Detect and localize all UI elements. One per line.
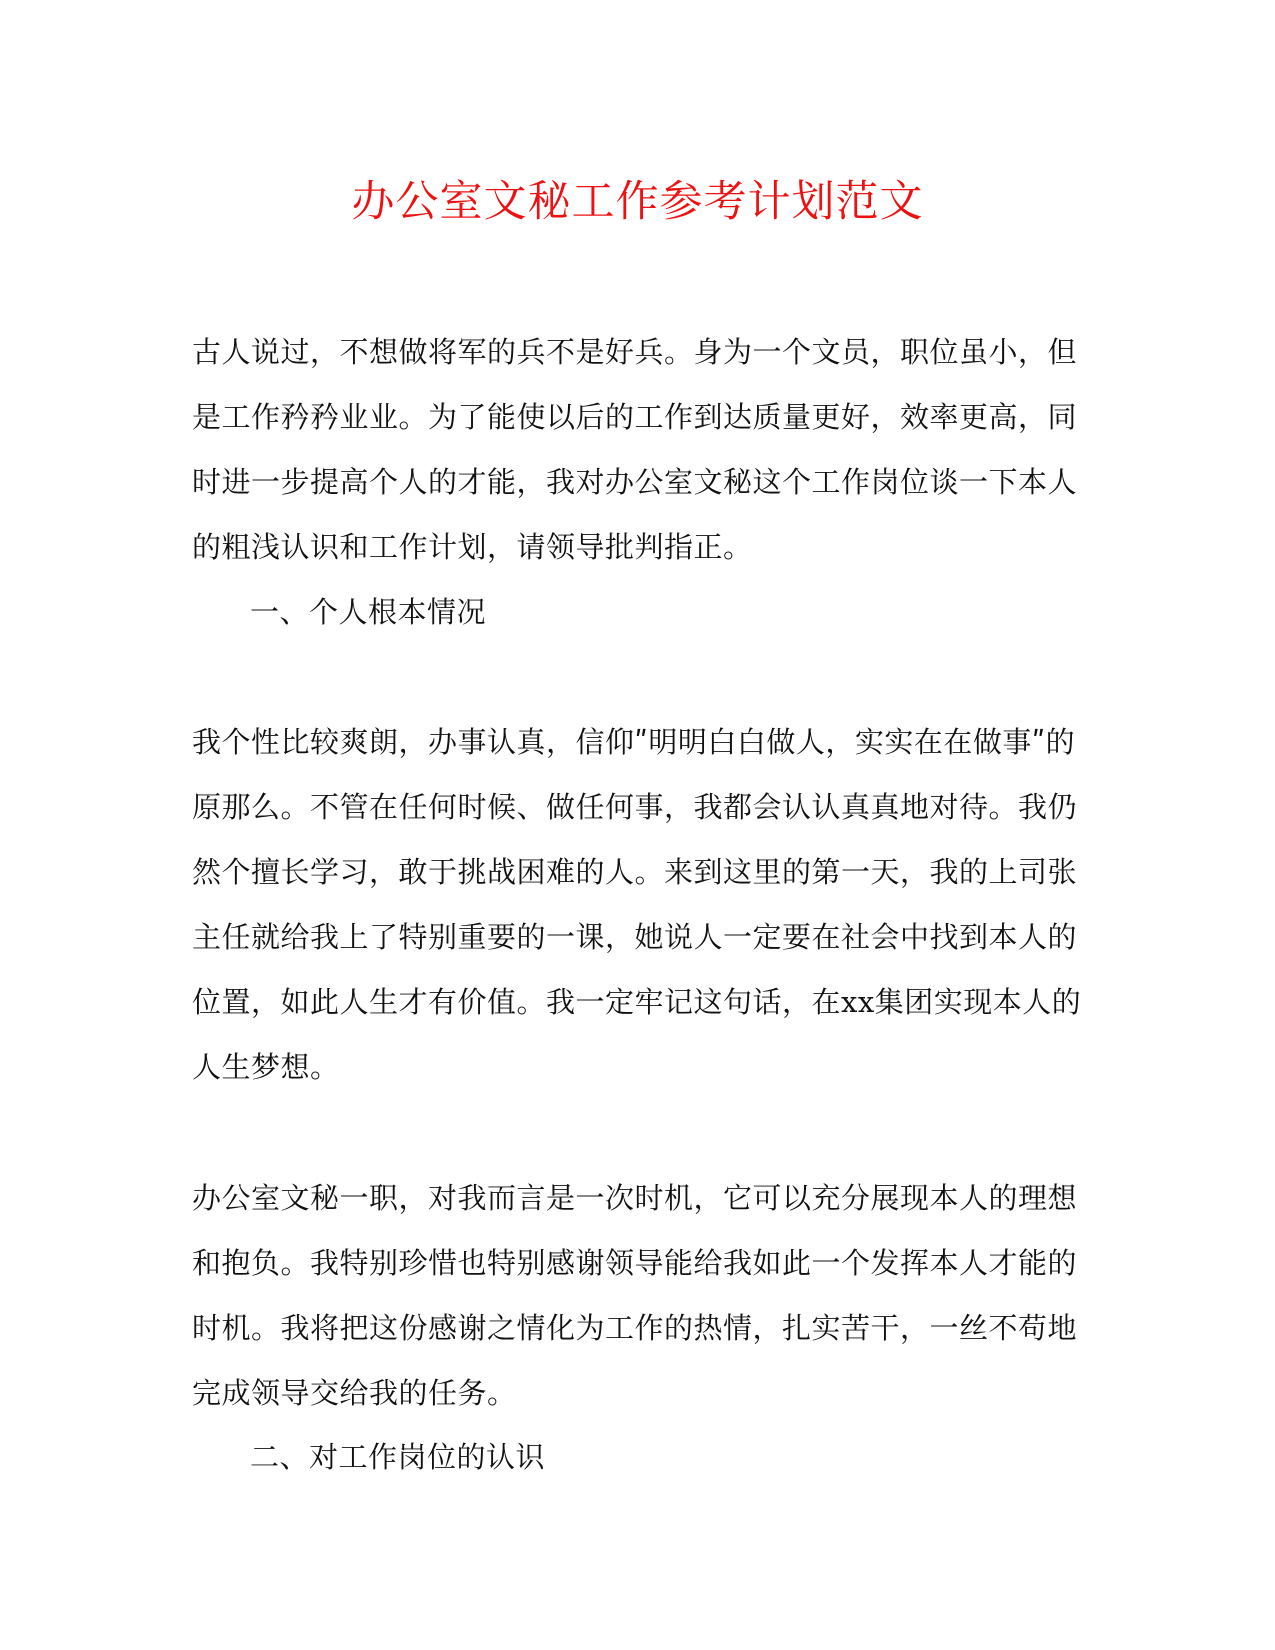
paragraph-line: 时进一步提高个人的才能，我对办公室文秘这个工作岗位谈一下本人: [192, 465, 1078, 499]
paragraph-line: 人生梦想。: [192, 1050, 340, 1084]
section-heading-2: [250, 1425, 1130, 1490]
paragraph-line: 主任就给我上了特别重要的一课，她说人一定要在社会中找到本人的: [192, 920, 1078, 954]
paragraph-line: 是工作矜矜业业。为了能使以后的工作到达质量更好，效率更高，同: [192, 400, 1078, 434]
section-heading-text: 一、个人根本情况: [250, 595, 487, 629]
paragraph-intro: [192, 320, 1078, 580]
section-heading-text: 二、对工作岗位的认识: [250, 1440, 546, 1474]
paragraph-line: 时机。我将把这份感谢之情化为工作的热情，扎实苦干，一丝不苟地: [192, 1311, 1078, 1345]
paragraph-line: 原那么。不管在任何时候、做任何事，我都会认认真真地对待。我仍: [192, 790, 1078, 824]
paragraph-personal: [192, 710, 1082, 1100]
paragraph-line: 然个擅长学习，敢于挑战困难的人。来到这里的第一天，我的上司张: [192, 855, 1078, 889]
section-heading-1: [250, 580, 1130, 645]
paragraph-line: 的粗浅认识和工作计划，请领导批判指正。: [192, 530, 753, 564]
paragraph-opportunity: [192, 1166, 1078, 1426]
paragraph-line: 我个性比较爽朗，办事认真，信仰ʺ明明白白做人，实实在在做事ʺ的: [192, 725, 1076, 759]
paragraph-line: 办公室文秘一职，对我而言是一次时机，它可以充分展现本人的理想: [192, 1181, 1078, 1215]
paragraph-line: 和抱负。我特别珍惜也特别感谢领导能给我如此一个发挥本人才能的: [192, 1246, 1078, 1280]
paragraph-line: 完成领导交给我的任务。: [192, 1376, 517, 1410]
document-title: 办公室文秘工作参考计划范文: [351, 177, 924, 227]
paragraph-line: 位置，如此人生才有价值。我一定牢记这句话，在xx集团实现本人的: [192, 985, 1082, 1019]
paragraph-line: 古人说过，不想做将军的兵不是好兵。身为一个文员，职位虽小，但: [192, 335, 1078, 369]
